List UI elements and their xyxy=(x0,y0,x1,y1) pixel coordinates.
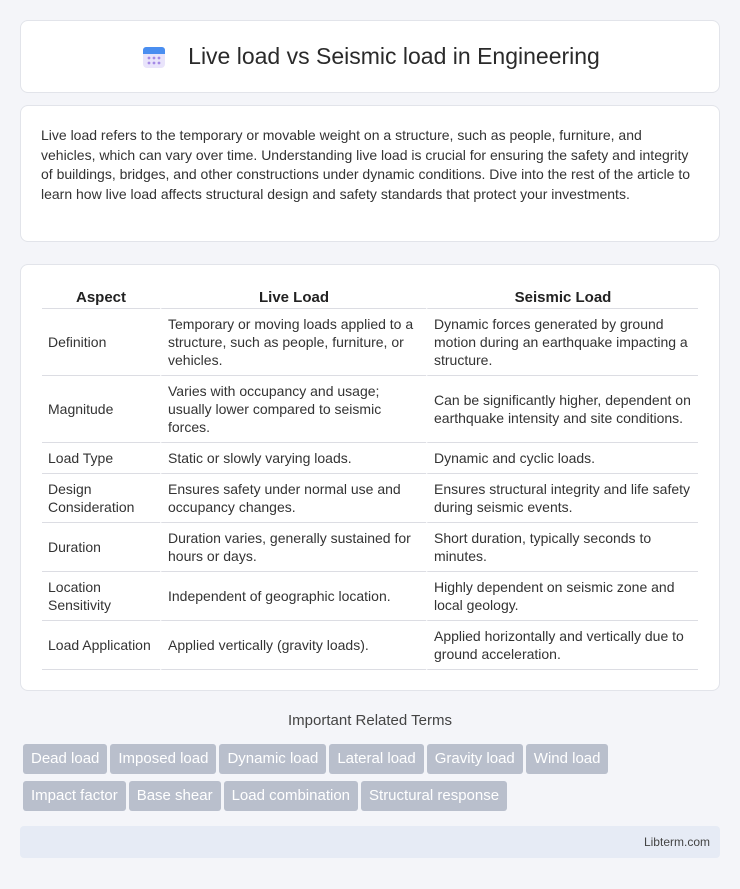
footer xyxy=(20,826,720,858)
intro-card xyxy=(20,105,720,242)
tag-gravity-load[interactable]: Gravity load xyxy=(427,744,523,774)
header-live-load: Live Load xyxy=(160,287,426,309)
related-terms-title: Important Related Terms xyxy=(288,712,452,729)
row-aspect: Design Consideration xyxy=(42,474,160,523)
calendar-icon xyxy=(140,43,168,71)
row-live: Varies with occupancy and usage; usually lower compared to seismic forces. xyxy=(160,376,426,443)
row-aspect: Location Sensitivity xyxy=(42,572,160,621)
table-row xyxy=(42,443,698,474)
tag-lateral-load[interactable]: Lateral load xyxy=(329,744,423,774)
row-seismic: Can be significantly higher, dependent on earthquake intensity and site conditions. xyxy=(426,376,698,443)
row-live: Applied vertically (gravity loads). xyxy=(160,621,426,670)
intro-text: Live load refers to the temporary or movable weight on a structure, such as people, furniture, and vehicles, which can vary over time. Understanding live load is crucial for ensuring the safety and integrity of buildings, bridges, and other constructions under dynamic conditions. Dive into the rest of the article to learn how live load affects structural design and safety standards that protect your investments. xyxy=(41,127,691,202)
row-aspect: Definition xyxy=(42,309,160,376)
header-aspect: Aspect xyxy=(42,287,160,309)
page-title: Live load vs Seismic load in Engineering xyxy=(188,43,600,69)
table-row xyxy=(42,474,698,523)
row-seismic: Short duration, typically seconds to minutes. xyxy=(426,523,698,572)
row-live: Independent of geographic location. xyxy=(160,572,426,621)
row-aspect: Load Application xyxy=(42,621,160,670)
tag-base-shear[interactable]: Base shear xyxy=(129,781,221,811)
row-seismic: Ensures structural integrity and life safety during seismic events. xyxy=(426,474,698,523)
footer-site[interactable]: Libterm.com xyxy=(643,835,710,849)
comparison-card xyxy=(20,264,720,691)
row-aspect: Load Type xyxy=(42,443,160,474)
row-live: Temporary or moving loads applied to a structure, such as people, furniture, or vehicles. xyxy=(160,309,426,376)
table-row xyxy=(42,309,698,376)
row-live: Static or slowly varying loads. xyxy=(160,443,426,474)
table-row xyxy=(42,572,698,621)
tag-imposed-load[interactable]: Imposed load xyxy=(110,744,216,774)
tag-dynamic-load[interactable]: Dynamic load xyxy=(219,744,326,774)
row-seismic: Dynamic forces generated by ground motion during an earthquake impacting a structure. xyxy=(426,309,698,376)
tag-wind-load[interactable]: Wind load xyxy=(526,744,609,774)
row-seismic: Highly dependent on seismic zone and local geology. xyxy=(426,572,698,621)
tag-structural-response[interactable]: Structural response xyxy=(361,781,507,811)
row-live: Ensures safety under normal use and occupancy changes. xyxy=(160,474,426,523)
tag-load-combination[interactable]: Load combination xyxy=(224,781,358,811)
tag-impact-factor[interactable]: Impact factor xyxy=(23,781,126,811)
row-aspect: Magnitude xyxy=(42,376,160,443)
table-row xyxy=(42,376,698,443)
related-terms-list xyxy=(23,744,723,818)
header-seismic-load: Seismic Load xyxy=(426,287,698,309)
comparison-table xyxy=(42,287,698,670)
row-aspect: Duration xyxy=(42,523,160,572)
header-card xyxy=(20,20,720,93)
tag-dead-load[interactable]: Dead load xyxy=(23,744,107,774)
row-live: Duration varies, generally sustained for hours or days. xyxy=(160,523,426,572)
row-seismic: Applied horizontally and vertically due to ground acceleration. xyxy=(426,621,698,670)
row-seismic: Dynamic and cyclic loads. xyxy=(426,443,698,474)
table-header-row xyxy=(42,287,698,309)
table-row xyxy=(42,523,698,572)
table-row xyxy=(42,621,698,670)
